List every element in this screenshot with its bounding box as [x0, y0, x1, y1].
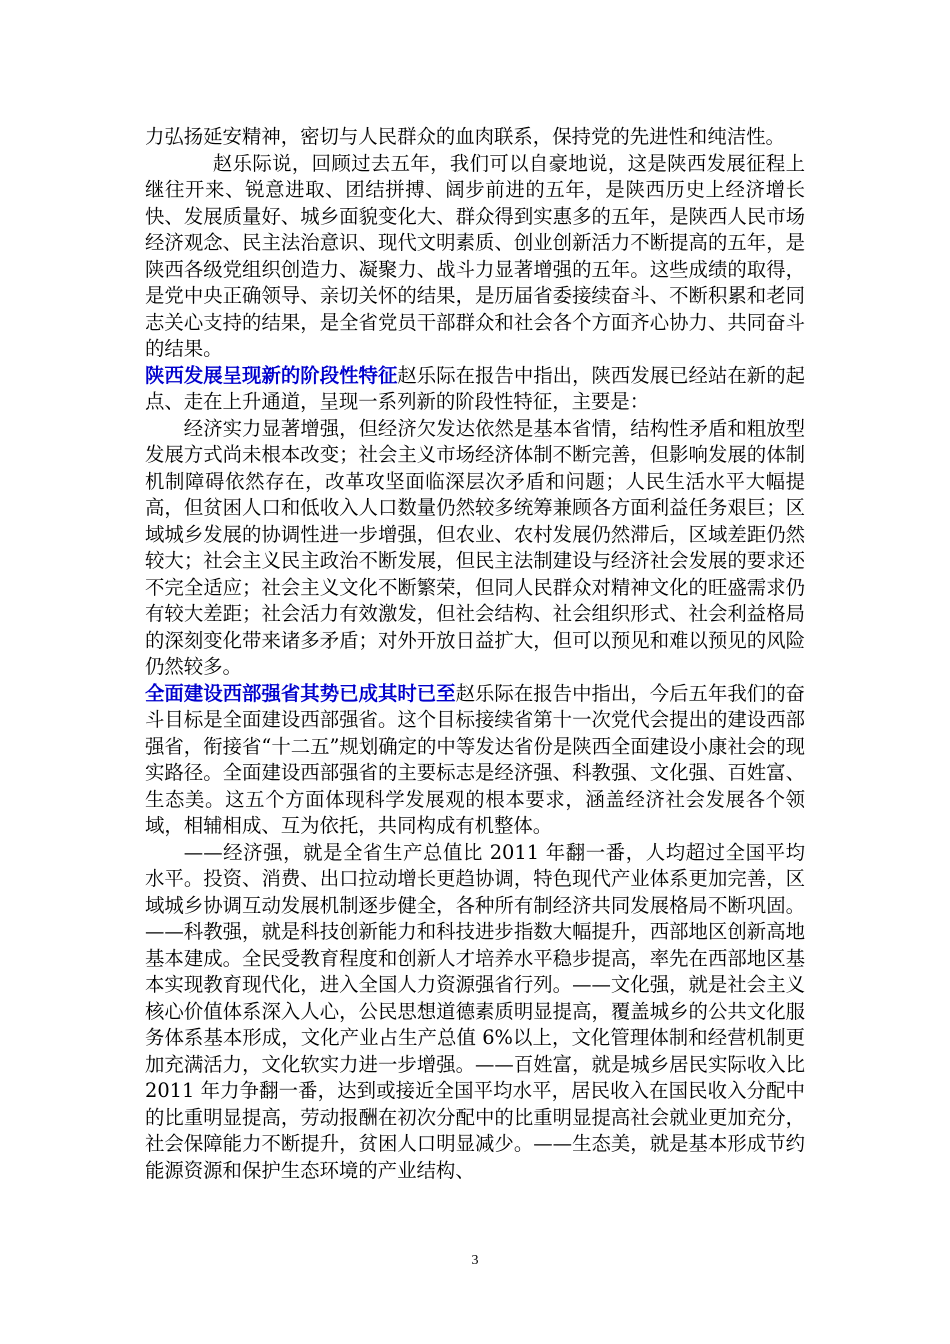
- page-number: 3: [471, 1253, 479, 1268]
- document-body: [145, 124, 805, 1184]
- section-heading-western-strong-province: 全面建设西部强省其势已成其时已至: [145, 681, 456, 705]
- paragraph-2-text: 赵乐际说，回顾过去五年，我们可以自豪地说，这是陕西发展征程上继往开来、锐意进取、团结拼搏、阔步前进的五年，是陕西历史上经济增长快、发展质量好、城乡面貌变化大、群众得到实惠多的五年，是陕西人民市场经济观念、民主法治意识、现代文明素质、创业创新活力不断提高的五年，是陕西各级党组织创造力、凝聚力、战斗力显著增强的五年。这些成绩的取得，是党中央正确领导、亲切关怀的结果，是历届省委接续奋斗、不断积累和老同志关心支持的结果，是全省党员干部群众和社会各个方面齐心协力、共同奋斗的结果。: [145, 151, 805, 360]
- paragraph-2: [145, 151, 805, 363]
- paragraph-1-text: 力弘扬延安精神，密切与人民群众的血肉联系，保持党的先进性和纯洁性。: [145, 125, 785, 148]
- paragraph-5: [145, 681, 805, 840]
- paragraph-4-text: 经济实力显著增强，但经济欠发达依然是基本省情，结构性矛盾和粗放型发展方式尚未根本改变；社会主义市场经济体制不断完善，但影响发展的体制机制障碍依然存在，改革攻坚面临深层次矛盾和问题；人民生活水平大幅提高，但贫困人口和低收入人口数量仍然较多统筹兼顾各方面利益任务艰巨；区域城乡发展的协调性进一步增强，但农业、农村发展仍然滞后，区域差距仍然较大；社会主义民主政治不断发展，但民主法制建设与经济社会发展的要求还不完全适应；社会主义文化不断繁荣，但同人民群众对精神文化的旺盛需求仍有较大差距；社会活力有效激发，但社会结构、社会组织形式、社会利益格局的深刻变化带来诸多矛盾；对外开放日益扩大，但可以预见和难以预见的风险仍然较多。: [145, 416, 805, 678]
- paragraph-1: [145, 124, 805, 151]
- section-heading-stage-features: 陕西发展呈现新的阶段性特征: [145, 363, 398, 387]
- paragraph-3: [145, 363, 805, 416]
- paragraph-6: [145, 840, 805, 1185]
- paragraph-4: [145, 416, 805, 681]
- paragraph-3-text: 赵乐际在报告中指出，陕西发展已经站在新的起点、走在上升通道，呈现一系列新的阶段性特征，主要是：: [145, 363, 806, 413]
- paragraph-5-text: 赵乐际在报告中指出，今后五年我们的奋斗目标是全面建设西部强省。这个目标接续省第十一次党代会提出的建设西部强省，衔接省“十二五”规划确定的中等发达省份是陕西全面建设小康社会的现实路径。全面建设西部强省的主要标志是经济强、科教强、文化强、百姓富、生态美。这五个方面体现科学发展观的根本要求，涵盖经济社会发展各个领域，相辅相成、互为依托，共同构成有机整体。: [145, 681, 806, 837]
- paragraph-6-text: ——经济强，就是全省生产总值比 2011 年翻一番，人均超过全国平均水平。投资、消费、出口拉动增长更趋协调，特色现代产业体系更加完善，区域城乡协调互动发展机制逐步健全，各种所有制经济共同发展格局不断巩固。——科教强，就是科技创新能力和科技进步指数大幅提升，西部地区创新高地基本建成。全民受教育程度和创新人才培养水平稳步提高，率先在西部地区基本实现教育现代化，进入全国人力资源强省行列。——文化强，就是社会主义核心价值体系深入人心，公民思想道德素质明显提高，覆盖城乡的公共文化服务体系基本形成，文化产业占生产总值 6%以上，文化管理体制和经营机制更加充满活力，文化软实力进一步增强。——百姓富，就是城乡居民实际收入比 2011 年力争翻一番，达到或接近全国平均水平，居民收入在国民收入分配中的比重明显提高，劳动报酬在初次分配中的比重明显提高社会就业更加充分，社会保障能力不断提升，贫困人口明显减少。——生态美，就是基本形成节约能源资源和保护生态环境的产业结构、: [145, 840, 805, 1182]
